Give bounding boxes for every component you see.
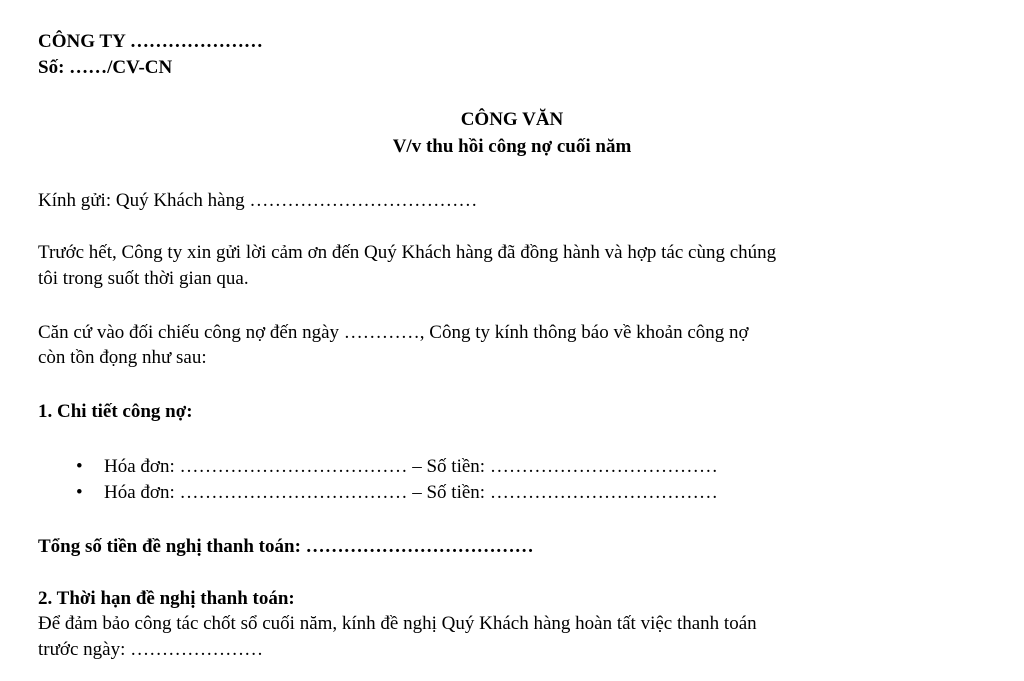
section-2-line-1: Để đảm bảo công tác chốt sổ cuối năm, kính đề nghị Quý Khách hàng hoàn tất việc thanh toán	[38, 613, 757, 634]
section-1-heading: 1. Chi tiết công nợ:	[38, 401, 193, 422]
basis-line-2: còn tồn đọng như sau:	[38, 347, 207, 368]
list-item	[76, 481, 718, 505]
section-2-line-2: trước ngày: …………………	[38, 639, 264, 660]
intro-line-2: tôi trong suốt thời gian qua.	[38, 268, 249, 289]
list-item	[76, 455, 718, 479]
section-2-heading: 2. Thời hạn đề nghị thanh toán:	[38, 588, 295, 609]
total-amount: Tổng số tiền đề nghị thanh toán: ………………………………	[38, 536, 534, 557]
intro-line-1: Trước hết, Công ty xin gửi lời cảm ơn đến Quý Khách hàng đã đồng hành và hợp tác cùng chúng	[38, 242, 777, 263]
basis-line-1: Căn cứ vào đối chiếu công nợ đến ngày …………, Công ty kính thông báo về khoản công nợ	[38, 322, 749, 343]
document-number: Số: ……/CV-CN	[38, 57, 173, 78]
bullet-icon: •	[76, 482, 83, 503]
document-title: CÔNG VĂN	[460, 109, 564, 130]
document-subject: V/v thu hồi công nợ cuối năm	[392, 136, 632, 157]
company-name: CÔNG TY …………………	[38, 31, 263, 52]
bullet-icon: •	[76, 456, 83, 477]
list-item-text: Hóa đơn: ……………………………… – Số tiền: ………………………………	[104, 482, 718, 503]
salutation: Kính gửi: Quý Khách hàng ………………………………	[38, 190, 478, 211]
list-item-text: Hóa đơn: ……………………………… – Số tiền: ………………………………	[104, 456, 718, 477]
